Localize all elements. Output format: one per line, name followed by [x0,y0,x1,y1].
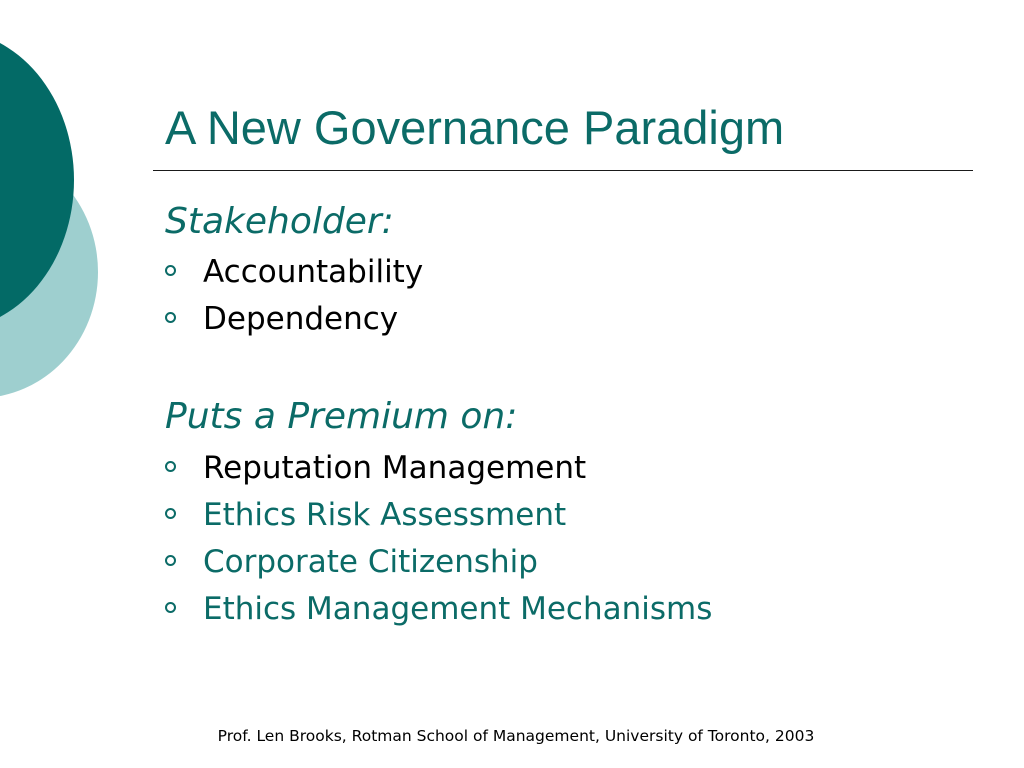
list-item-label: Reputation Management [203,450,587,486]
slide-footer: Prof. Len Brooks, Rotman School of Management, University of Toronto, 2003 [217,727,815,745]
hollow-circle-bullet-icon [165,461,176,472]
hollow-circle-bullet-icon [165,265,176,276]
hollow-circle-bullet-icon [165,508,176,519]
hollow-circle-bullet-icon [165,555,176,566]
list-item-label: Ethics Risk Assessment [203,497,567,533]
list-item-label: Dependency [203,301,399,337]
hollow-circle-bullet-icon [165,312,176,323]
list-item-label: Corporate Citizenship [203,544,538,580]
section-heading-premium: Puts a Premium on: [165,396,518,437]
hollow-circle-bullet-icon [165,602,176,613]
section-heading-stakeholder: Stakeholder: [165,201,394,242]
list-item-label: Ethics Management Mechanisms [203,591,713,627]
slide-title: A New Governance Paradigm [165,101,785,154]
list-item-label: Accountability [203,254,424,290]
title-divider [153,170,973,171]
